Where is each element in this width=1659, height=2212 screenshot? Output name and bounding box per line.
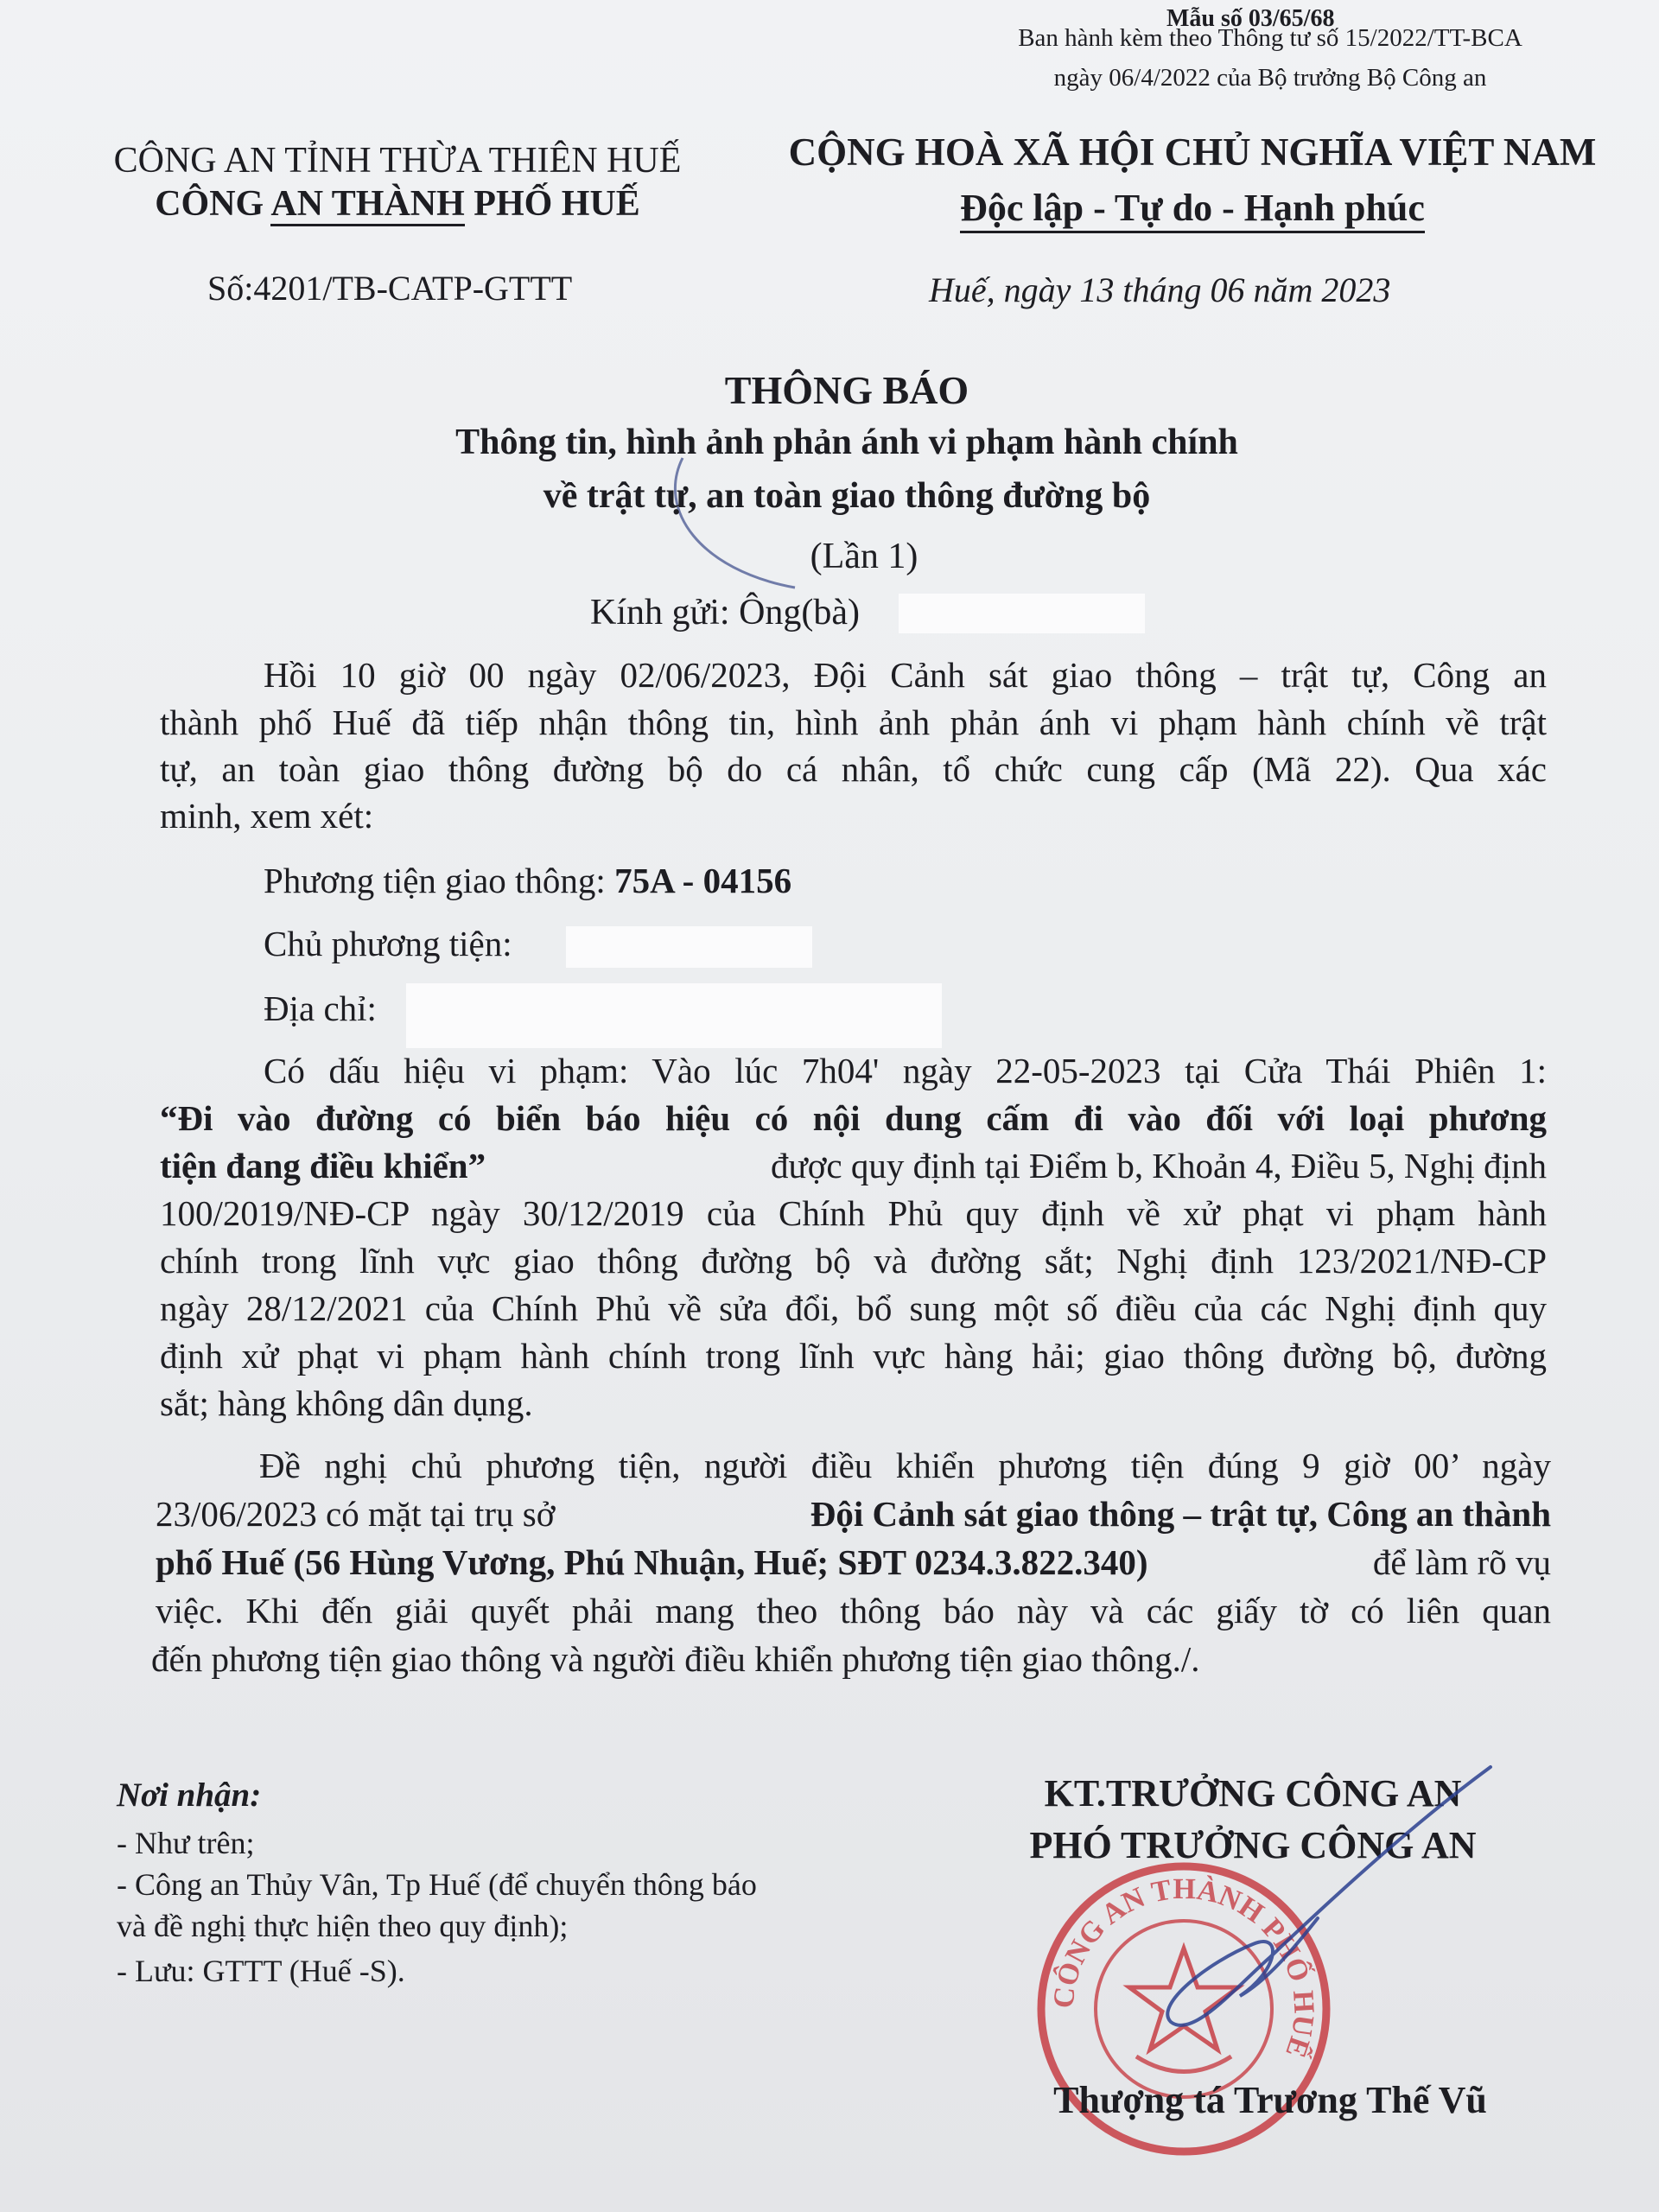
redacted-recipient-name: [899, 594, 1145, 633]
request-line4: việc. Khi đến giải quyết phải mang theo thông báo này và các giấy tờ có liên quan: [156, 1591, 1551, 1630]
document-subtitle-line1: Thông tin, hình ảnh phản ánh vi phạm hành chính: [455, 423, 1238, 462]
violation-line3-bold: tiện đang điều khiển”: [160, 1146, 486, 1185]
issuing-unit-part1: CÔNG: [155, 184, 271, 224]
national-motto: [760, 186, 1624, 230]
recipient-item: - Như trên;: [117, 1826, 255, 1860]
place-date: Huế, ngày 13 tháng 06 năm 2023: [929, 270, 1391, 309]
violation-line1: Có dấu hiệu vi phạm: Vào lúc 7h04' ngày 22-05-2023 tại Cửa Thái Phiên 1:: [264, 1051, 1547, 1090]
request-line2-bold: Đội Cảnh sát giao thông – trật tự, Công an thành: [810, 1494, 1551, 1534]
violation-line6: ngày 28/12/2021 của Chính Phủ về sửa đổi, bổ sung một số điều của các Nghị định quy: [160, 1288, 1547, 1328]
recipient-item: - Lưu: GTTT (Huế -S).: [117, 1954, 405, 1988]
violation-line3: [160, 1145, 1547, 1186]
request-line3: [156, 1541, 1551, 1583]
issuing-unit: [78, 183, 717, 225]
request-line1: Đề nghị chủ phương tiện, người điều khiển phương tiện đúng 9 giờ 00’ ngày: [259, 1446, 1551, 1485]
owner-label: Chủ phương tiện:: [264, 924, 512, 963]
request-line5: đến phương tiện giao thông và người điều khiển phương tiện giao thông./.: [151, 1639, 1200, 1679]
violation-line8: sắt; hàng không dân dụng.: [160, 1383, 533, 1423]
recipient-item: và đề nghị thực hiện theo quy định);: [117, 1909, 569, 1943]
signature-authority-line1: KT.TRƯỞNG CÔNG AN: [1044, 1772, 1462, 1815]
signer-name: Thượng tá Trương Thế Vũ: [1053, 2079, 1487, 2121]
vehicle-plate: 75A - 04156: [614, 861, 792, 900]
handwritten-signature-icon: [1141, 1754, 1503, 2039]
stamp-text: CÔNG AN THÀNH PHỐ HUẾ: [1047, 1872, 1320, 2062]
issuing-agency: CÔNG AN TỈNH THỪA THIÊN HUẾ: [113, 141, 682, 181]
issuing-unit-part2: AN THÀNH: [270, 184, 464, 226]
redacted-address: [406, 983, 942, 1048]
violation-line7: định xử phạt vi phạm hành chính trong lĩnh vực hàng hải; giao thông đường bộ, đường: [160, 1336, 1547, 1376]
document-subtitle-line2: về trật tự, an toàn giao thông đường bộ: [543, 476, 1151, 516]
paragraph1-line3: tự, an toàn giao thông đường bộ do cá nhân, tổ chức cung cấp (Mã 22). Qua xác: [160, 749, 1547, 789]
national-title: CỘNG HOÀ XÃ HỘI CHỦ NGHĨA VIỆT NAM: [788, 130, 1597, 174]
national-motto-text: Độc lập - Tự do - Hạnh phúc: [960, 187, 1425, 233]
violation-line2: “Đi vào đường có biển báo hiệu có nội dung cấm đi vào đối với loại phương: [160, 1098, 1547, 1138]
recipient-item: - Công an Thủy Vân, Tp Huế (để chuyển thông báo: [117, 1867, 757, 1902]
form-number: Mẫu số 03/65/68: [1166, 5, 1335, 32]
paragraph1-line1: Hồi 10 giờ 00 ngày 02/06/2023, Đội Cảnh sát giao thông – trật tự, Công an: [264, 655, 1547, 695]
vehicle-label: Phương tiện giao thông:: [264, 861, 615, 900]
recipients-heading: Nơi nhận:: [117, 1777, 262, 1814]
address-label: Địa chỉ:: [264, 988, 377, 1028]
vehicle-row: [264, 860, 791, 901]
violation-line5: chính trong lĩnh vực giao thông đường bộ và đường sắt; Nghị định 123/2021/NĐ-CP: [160, 1241, 1547, 1281]
document-number: Số:4201/TB-CATP-GTTT: [207, 269, 573, 308]
issuing-unit-part3: PHỐ HUẾ: [464, 184, 640, 224]
request-line2-normal: 23/06/2023 có mặt tại trụ sở: [156, 1494, 556, 1534]
form-issued-date: ngày 06/4/2022 của Bộ trưởng Bộ Công an: [1053, 64, 1487, 92]
violation-line3-rest: được quy định tại Điểm b, Khoản 4, Điều 5, Nghị định: [771, 1146, 1547, 1185]
signature-authority-line2: PHÓ TRƯỞNG CÔNG AN: [1029, 1824, 1477, 1866]
request-line3-normal: để làm rõ vụ: [1372, 1542, 1551, 1582]
redacted-owner: [566, 926, 812, 968]
request-line2: [156, 1493, 1551, 1535]
paragraph1-line2: thành phố Huế đã tiếp nhận thông tin, hình ảnh phản ánh vi phạm hành chính về trật: [160, 702, 1547, 742]
violation-line4: 100/2019/NĐ-CP ngày 30/12/2019 của Chính Phủ quy định về xử phạt vi phạm hành: [160, 1193, 1547, 1233]
form-issued-with: Ban hành kèm theo Thông tư số 15/2022/TT-BCA: [1018, 24, 1522, 52]
request-line3-bold: phố Huế (56 Hùng Vương, Phú Nhuận, Huế; SĐT 0234.3.822.340): [156, 1542, 1148, 1582]
document-title: THÔNG BÁO: [724, 368, 969, 412]
recipient-label: Kính gửi: Ông(bà): [590, 593, 861, 632]
paragraph1-line4: minh, xem xét:: [160, 796, 374, 836]
notice-round: (Lần 1): [810, 537, 918, 576]
